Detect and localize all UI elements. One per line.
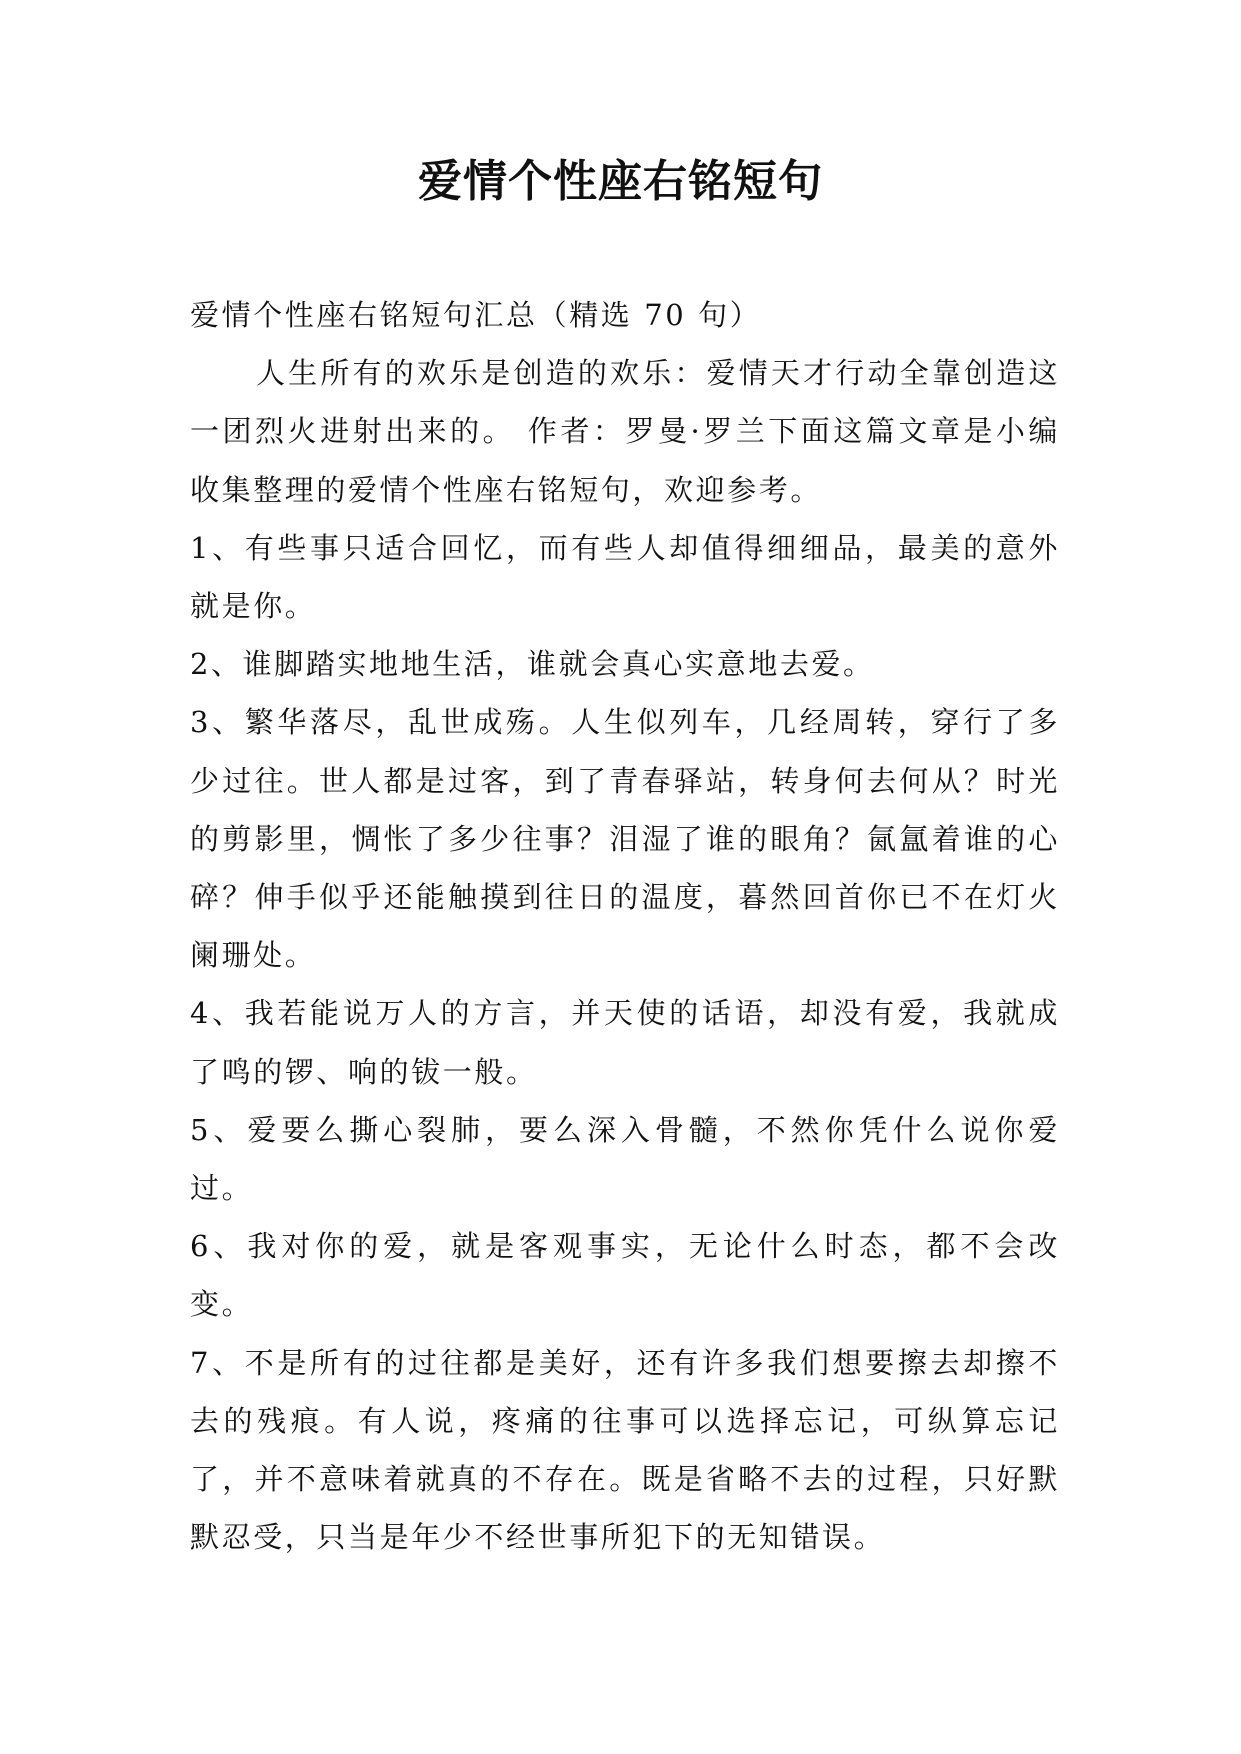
list-item: 6、我对你的爱，就是客观事实，无论什么时态，都不会改变。 bbox=[190, 1229, 1060, 1322]
document-body bbox=[190, 286, 1060, 1566]
list-item: 5、爱要么撕心裂肺，要么深入骨髓，不然你凭什么说你爱过。 bbox=[190, 1112, 1060, 1206]
document-title: 爱情个性座右铭短句 bbox=[418, 156, 823, 207]
list-item: 4、我若能说万人的方言，并天使的话语，却没有爱，我就成了鸣的锣、响的钹一般。 bbox=[190, 996, 1060, 1089]
intro-paragraph: 人生所有的欢乐是创造的欢乐：爱情天才行动全靠创造这一团烈火进射出来的。 作者：罗曼·罗兰下面这篇文章是小编收集整理的爱情个性座右铭短句，欢迎参考。 bbox=[190, 356, 1060, 507]
list-item: 1、有些事只适合回忆，而有些人却值得细细品，最美的意外就是你。 bbox=[190, 530, 1060, 624]
list-item: 2、谁脚踏实地地生活，谁就会真心实意地去爱。 bbox=[190, 647, 875, 682]
list-item: 7、不是所有的过往都是美好，还有许多我们想要擦去却擦不去的残痕。有人说，疼痛的往事可以选择忘记，可纵算忘记了，并不意味着就真的不存在。既是省略不去的过程，只好默默忍受，只当是年少不经世事所犯下的无知错误。 bbox=[190, 1345, 1060, 1555]
list-item: 3、繁华落尽，乱世成殇。人生似列车，几经周转，穿行了多少过往。世人都是过客，到了青春驿站，转身何去何从？时光的剪影里，惆怅了多少往事？泪湿了谁的眼角？氤氲着谁的心碎？伸手似乎还能触摸到往日的温度，暮然回首你已不在灯火阑珊处。 bbox=[190, 705, 1060, 973]
document-subtitle: 爱情个性座右铭短句汇总（精选 70 句） bbox=[190, 298, 762, 332]
